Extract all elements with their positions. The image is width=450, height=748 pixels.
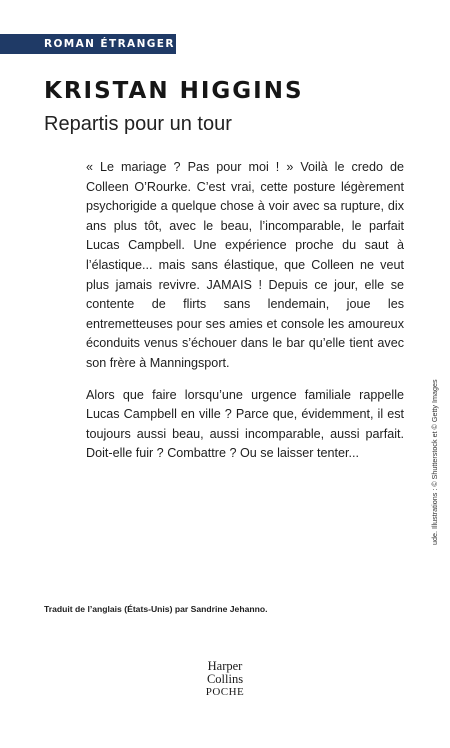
publisher-logo-line-1: Harper: [207, 659, 243, 673]
illustration-credit: ude. Illustrations : © Shutterstock et © Getty Images: [430, 379, 439, 545]
translation-credit: Traduit de l’anglais (États-Unis) par Sandrine Jehanno.: [44, 604, 268, 614]
blurb-paragraph-1: « Le mariage ? Pas pour moi ! » Voilà le credo de Colleen O’Rourke. C’est vrai, cette posture légèrement psychorigide a quelque chose à voir avec sa rupture, dix ans plus tôt, avec le beau, l’incomparable, le parfait Lucas Campbell. Une expérience proche du saut à l’élastique... mais sans élastique, que Colleen ne veut plus jamais revivre. JAMAIS ! Depuis ce jour, elle se contente de flirts sans lendemain, joue les entremetteuses pour ses amies et console les amoureux éconduits venus s’échouer dans le bar qu’elle tient avec son frère à Manningsport.: [86, 160, 404, 370]
blurb: [86, 158, 404, 476]
publisher-logo-line-2: Collins: [206, 672, 244, 686]
collection-banner: ROMAN ÉTRANGER: [0, 34, 176, 54]
book-title: Repartis pour un tour: [44, 113, 232, 135]
publisher-logo: [0, 660, 450, 699]
author-name: KRISTAN HIGGINS: [44, 78, 304, 104]
publisher-logo-line-3: POCHE: [205, 686, 245, 698]
blurb-paragraph-2: Alors que faire lorsqu’une urgence familiale rappelle Lucas Campbell en ville ? Parce que, évidemment, il est toujours aussi beau, aussi incomparable, aussi parfait. Doit-elle fuir ? Combattre ? Ou se laisser tenter...: [86, 387, 404, 461]
